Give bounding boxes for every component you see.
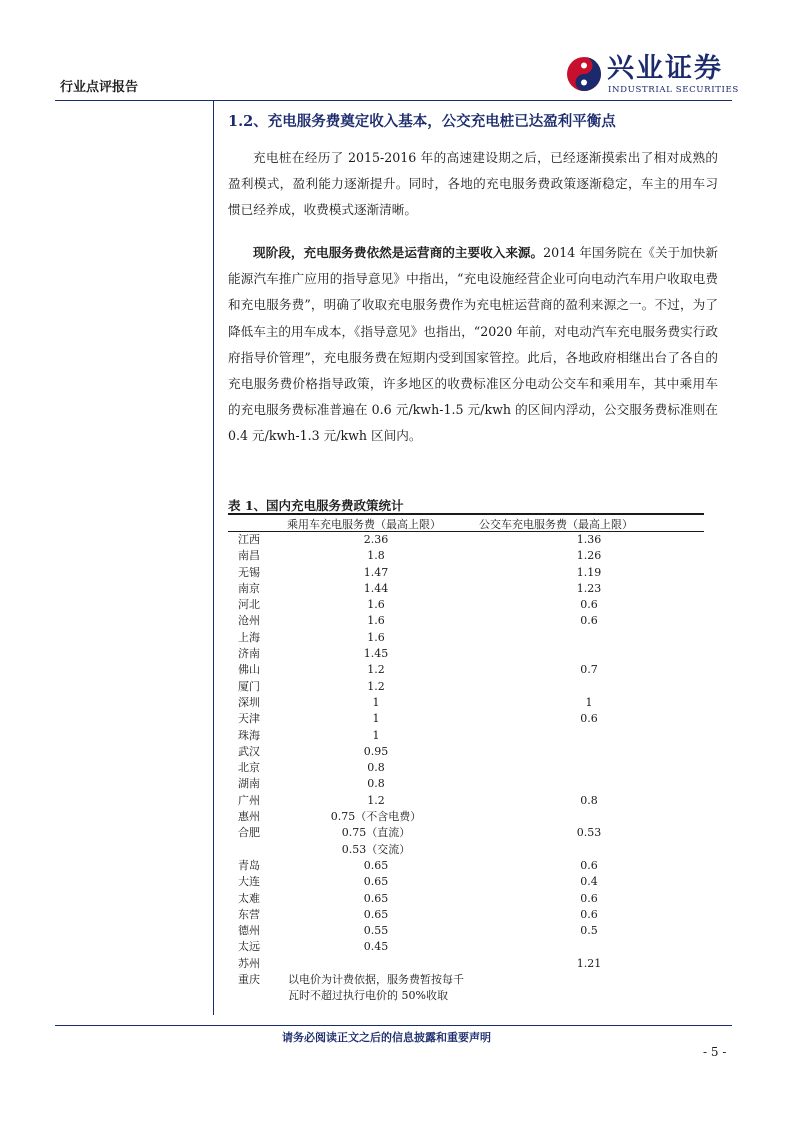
table-cell-city: 太难 — [238, 891, 260, 905]
table-row — [228, 842, 704, 858]
table-cell-city: 上海 — [238, 630, 260, 644]
table-cell-passenger-fee: 0.65 — [363, 858, 389, 872]
table-cell-bus-fee: 0.6 — [580, 598, 598, 612]
policy-table-body — [228, 532, 704, 1006]
table-row — [228, 662, 704, 678]
brand-logo — [566, 53, 739, 98]
sidebar-divider — [213, 100, 214, 1015]
table-header-bus: 公交车充电服务费（最高上限） — [479, 518, 633, 531]
paragraph-intro: 充电桩在经历了 2015-2016 年的高速建设期之后，已经逐渐摸索出了相对成熟的盈利模式，盈利能力逐渐提升。同时，各地的充电服务费政策逐渐稳定，车主的用车习惯已经养成，收费模式逐渐清晰。 — [228, 150, 718, 218]
table-row — [228, 679, 704, 695]
table-row — [228, 630, 704, 646]
paragraph-policy — [228, 240, 718, 450]
logo-emblem-icon — [566, 56, 602, 92]
table-header-passenger: 乘用车充电服务费（最高上限） — [287, 518, 441, 531]
logo-chinese-name: 兴业证券 — [607, 53, 723, 84]
table-row — [228, 695, 704, 711]
table-cell-passenger-fee: 1.6 — [367, 630, 385, 644]
table-cell-passenger-fee: 0.65 — [363, 907, 389, 921]
table-cell-passenger-fee: 1.2 — [367, 663, 385, 677]
table-cell-note: 以电价为计费依据，服务费暂按每千瓦时不超过执行电价的 50%收取 — [288, 973, 464, 1003]
table-row — [228, 776, 704, 792]
table-row — [228, 939, 704, 955]
table-cell-bus-fee: 0.5 — [580, 924, 598, 938]
table-cell-city: 沧州 — [238, 614, 260, 628]
table-cell-city: 河北 — [238, 598, 260, 612]
table-cell-city: 南京 — [238, 581, 260, 595]
table-cell-city: 江西 — [238, 533, 260, 546]
table-row — [228, 728, 704, 744]
table-row — [228, 532, 704, 548]
table-cell-bus-fee: 1.26 — [576, 549, 602, 563]
table-cell-city: 厦门 — [238, 679, 260, 693]
table-cell-city: 德州 — [238, 924, 260, 938]
table-row — [228, 565, 704, 581]
table-cell-passenger-fee: 0.95 — [363, 744, 389, 758]
footer-disclaimer: 请务必阅读正文之后的信息披露和重要声明 — [282, 1031, 491, 1044]
table-cell-city: 青岛 — [238, 858, 260, 872]
table-cell-bus-fee: 1.36 — [576, 533, 602, 546]
table-cell-passenger-fee: 1.8 — [367, 549, 385, 563]
table-cell-city: 济南 — [238, 647, 260, 661]
table-cell-city: 太远 — [238, 940, 260, 954]
table-cell-city: 深圳 — [238, 695, 260, 709]
table-cell-passenger-fee: 0.65 — [363, 875, 389, 889]
table-cell-bus-fee: 1.21 — [576, 956, 602, 970]
table-cell-city: 湖南 — [238, 777, 260, 791]
table-cell-city: 合肥 — [238, 826, 260, 840]
table-cell-bus-fee: 0.6 — [580, 614, 598, 628]
table-row — [228, 548, 704, 564]
table-cell-bus-fee: 0.53 — [576, 826, 602, 840]
table-cell-passenger-fee: 1 — [372, 695, 380, 709]
table-cell-city: 无锡 — [238, 565, 260, 579]
table-cell-city: 大连 — [238, 875, 260, 889]
table-cell-city: 惠州 — [238, 810, 260, 824]
paragraph-policy-lead: 现阶段，充电服务费依然是运营商的主要收入来源。 — [253, 245, 544, 260]
table-cell-passenger-fee: 0.8 — [367, 761, 385, 775]
table-cell-passenger-fee: 0.75（不含电费） — [330, 810, 422, 824]
report-category-label: 行业点评报告 — [60, 80, 139, 95]
table-cell-bus-fee: 0.6 — [580, 907, 598, 921]
table-cell-bus-fee: 0.4 — [580, 875, 598, 889]
table-cell-city: 南昌 — [238, 549, 260, 563]
table-row — [228, 597, 704, 613]
table-row — [228, 744, 704, 760]
table-cell-city: 珠海 — [238, 728, 260, 742]
table-cell-passenger-fee: 2.36 — [363, 533, 389, 546]
table-cell-passenger-fee: 0.55 — [363, 924, 389, 938]
table-cell-city: 天津 — [238, 712, 260, 726]
page-number: - 5 - — [703, 1045, 727, 1059]
table-cell-bus-fee: 1.23 — [576, 581, 602, 595]
footer-divider — [55, 1025, 732, 1026]
table-row — [228, 891, 704, 907]
header-divider — [55, 100, 732, 101]
table-row — [228, 956, 704, 972]
table-title: 表 1、国内充电服务费政策统计 — [228, 498, 404, 513]
table-cell-passenger-fee: 0.45 — [363, 940, 389, 954]
table-cell-city: 广州 — [238, 793, 260, 807]
table-row — [228, 646, 704, 662]
table-row — [228, 858, 704, 874]
table-cell-bus-fee: 0.6 — [580, 891, 598, 905]
table-row — [228, 874, 704, 890]
table-cell-bus-fee: 0.7 — [580, 663, 598, 677]
table-cell-bus-fee: 0.8 — [580, 793, 598, 807]
table-row — [228, 825, 704, 841]
table-cell-passenger-fee: 0.53（交流） — [341, 842, 411, 856]
table-cell-passenger-fee: 0.65 — [363, 891, 389, 905]
table-cell-city: 苏州 — [238, 956, 260, 970]
table-row — [228, 923, 704, 939]
table-cell-passenger-fee: 1.44 — [363, 581, 389, 595]
table-cell-passenger-fee: 1.47 — [363, 565, 389, 579]
table-cell-bus-fee: 1 — [585, 695, 593, 709]
table-cell-passenger-fee: 1.6 — [367, 598, 385, 612]
table-cell-passenger-fee: 1.6 — [367, 614, 385, 628]
table-row — [228, 581, 704, 597]
table-cell-passenger-fee: 1.45 — [363, 647, 389, 661]
table-row-note — [228, 972, 704, 1006]
logo-english-name: INDUSTRIAL SECURITIES — [608, 85, 739, 95]
table-cell-passenger-fee: 1.2 — [367, 793, 385, 807]
table-cell-bus-fee: 0.6 — [580, 712, 598, 726]
table-cell-passenger-fee: 1.2 — [367, 679, 385, 693]
table-row — [228, 793, 704, 809]
table-cell-city: 北京 — [238, 761, 260, 775]
section-title: 1.2、充电服务费奠定收入基本，公交充电桩已达盈利平衡点 — [228, 113, 616, 130]
table-row — [228, 613, 704, 629]
table-cell-bus-fee: 1.19 — [576, 565, 602, 579]
table-row — [228, 809, 704, 825]
table-cell-city: 东营 — [238, 907, 260, 921]
table-cell-passenger-fee: 0.8 — [367, 777, 385, 791]
table-cell-city: 重庆 — [238, 973, 260, 987]
table-row — [228, 760, 704, 776]
table-top-rule — [228, 513, 704, 515]
table-row — [228, 907, 704, 923]
table-cell-city: 佛山 — [238, 663, 260, 677]
table-cell-passenger-fee: 1 — [372, 712, 380, 726]
table-cell-bus-fee: 0.6 — [580, 858, 598, 872]
table-cell-passenger-fee: 0.75（直流） — [341, 826, 411, 840]
table-row — [228, 711, 704, 727]
table-cell-city: 武汉 — [238, 744, 260, 758]
paragraph-policy-body: 2014 年国务院在《关于加快新能源汽车推广应用的指导意见》中指出，“充电设施经营企业可向电动汽车用户收取电费和充电服务费”，明确了收取充电服务费作为充电桩运营商的盈利来源之一。不过，为了降低车主的用车成本，《指导意见》也指出，“2020 年前，对电动汽车充电服务费实行政府指导价管理”，充电服务费在短期内受到国家管控。此后，各地政府相继出台了各自的充电服务费价格指导政策，许多地区的收费标准区分电动公交车和乘用车，其中乘用车的充电服务费标准普遍在 0.6 元/kwh-1.5 元/kwh 的区间内浮动，公交服务费标准则在 0.4 元/kwh-1.3 元/kwh 区间内。 — [228, 245, 718, 444]
table-cell-passenger-fee: 1 — [372, 728, 380, 742]
